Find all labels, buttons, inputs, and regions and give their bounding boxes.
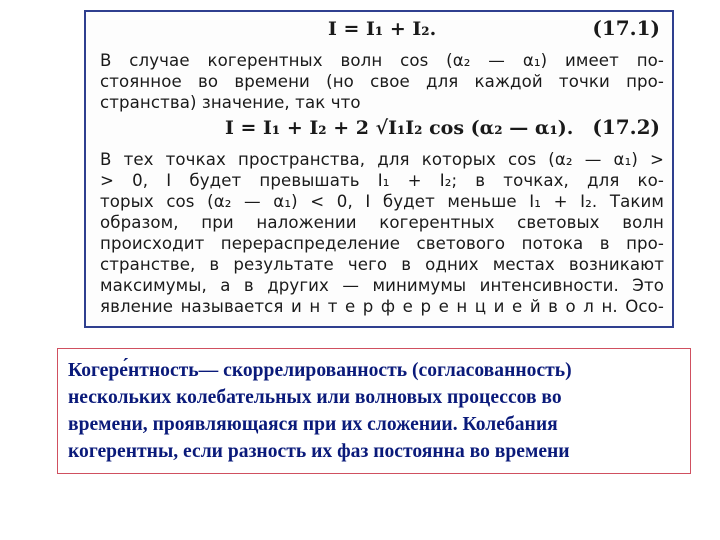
definition-box (57, 348, 691, 474)
paragraph-interference (100, 149, 664, 317)
paragraph-coherent-waves (100, 50, 664, 113)
definition-line: когерентны, если разность их фаз постоянна во времени (68, 441, 570, 462)
text-line: В случае когерентных волн cos (α₂ — α₁) имеет по- (100, 51, 664, 70)
text-line: явление называется и н т е р ф е р е н ц и е й в о л н. Осо- (100, 297, 664, 316)
text-line: стоянное во времени (но свое для каждой точки про- (100, 72, 664, 91)
equation-17-2 (100, 115, 664, 145)
equation-number: (17.1) (592, 16, 660, 40)
text-line: максимумы, а в других — минимумы интенсивности. Это (100, 276, 664, 295)
text-line: торых cos (α₂ — α₁) < 0, I будет меньше I₁ + I₂. Таким (100, 192, 664, 211)
equation-number: (17.2) (592, 115, 660, 139)
equation-17-1 (100, 16, 664, 46)
equation-formula: I = I₁ + I₂ + 2 √I₁I₂ cos (α₂ — α₁). (225, 117, 574, 139)
text-line: > 0, I будет превышать I₁ + I₂; в точках, для ко- (100, 171, 664, 190)
text-line: В тех точках пространства, для которых cos (α₂ — α₁) > (100, 150, 664, 169)
coherence-definition (68, 357, 680, 465)
definition-line: времени, проявляющаяся при их сложении. Колебания (68, 414, 558, 435)
equation-formula: I = I₁ + I₂. (328, 18, 437, 40)
text-line: странстве, в результате чего в одних местах возникают (100, 255, 664, 274)
text-line: образом, при наложении когерентных световых волн (100, 213, 664, 232)
text-line: странства) значение, так что (100, 93, 361, 112)
definition-line: Когере́нтность— скоррелированность (согласованность) (68, 360, 572, 381)
definition-line: нескольких колебательных или волновых процессов во (68, 387, 562, 408)
text-line: происходит перераспределение светового потока в про- (100, 234, 664, 253)
textbook-scan (84, 10, 674, 328)
